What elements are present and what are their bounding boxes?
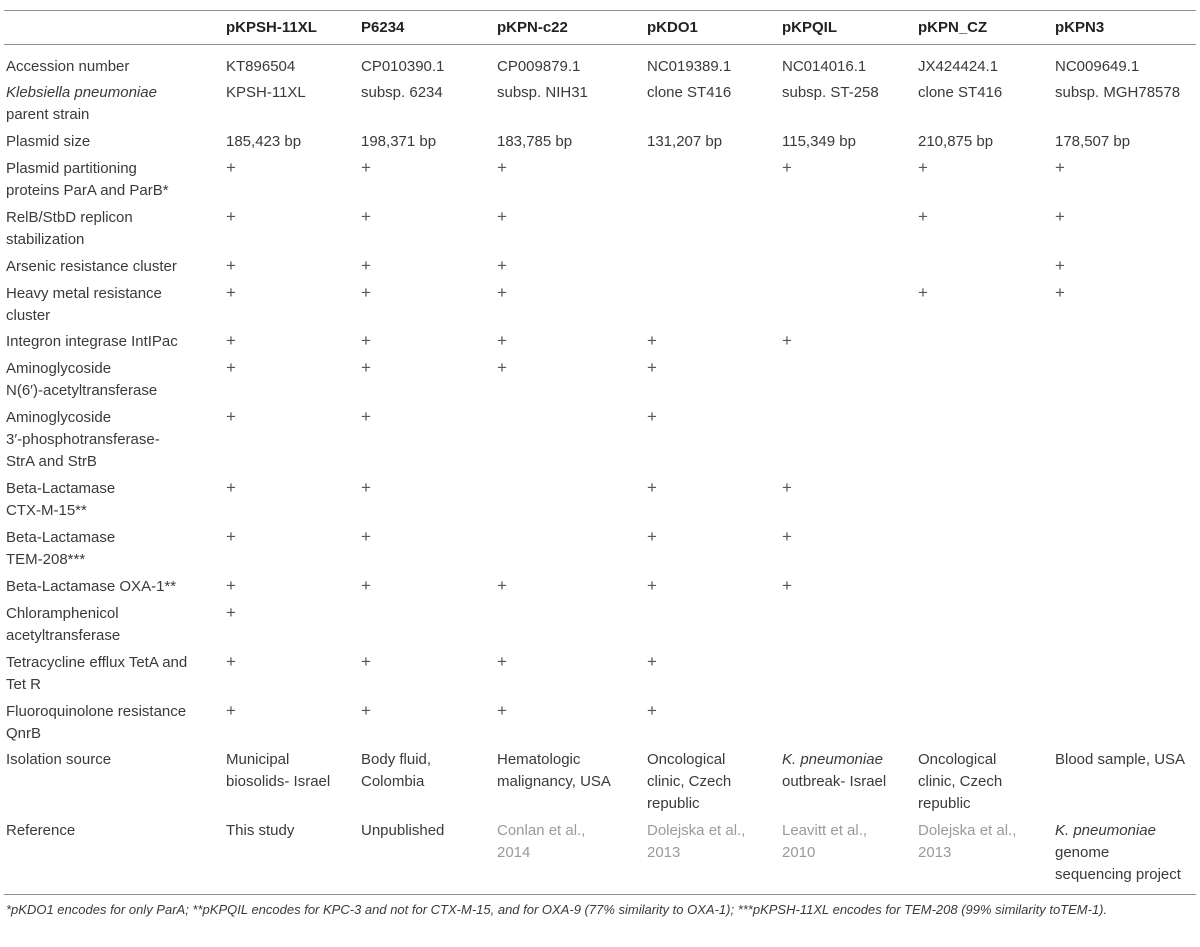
row-label: Reference bbox=[6, 822, 76, 839]
plus-mark: + bbox=[782, 478, 792, 497]
row-label: Accession number bbox=[6, 58, 130, 75]
plus-mark: + bbox=[782, 331, 792, 350]
plus-mark: + bbox=[497, 576, 507, 595]
plus-mark: + bbox=[226, 527, 236, 546]
plus-mark: + bbox=[1055, 207, 1065, 226]
column-header-pkpn-c22: pKPN-c22 bbox=[497, 19, 568, 36]
plus-mark: + bbox=[361, 283, 371, 302]
table-cell bbox=[782, 749, 886, 793]
plus-mark: + bbox=[1055, 158, 1065, 177]
plus-mark: + bbox=[226, 207, 236, 226]
plus-mark: + bbox=[226, 701, 236, 720]
table-bottom-rule bbox=[4, 894, 1196, 895]
table-cell: Hematologic malignancy, USA bbox=[497, 751, 611, 790]
plus-mark: + bbox=[361, 478, 371, 497]
row-label: Tetracycline efflux TetA and Tet R bbox=[6, 654, 188, 693]
plus-mark: + bbox=[226, 407, 236, 426]
reference-link[interactable]: Dolejska et al., 2013 bbox=[647, 822, 746, 861]
table-cell: KPSH-11XL bbox=[226, 84, 306, 101]
table-cell: Body fluid, Colombia bbox=[361, 751, 432, 790]
plus-mark: + bbox=[647, 576, 657, 595]
plus-mark: + bbox=[647, 701, 657, 720]
table-cell: 115,349 bp bbox=[782, 133, 856, 150]
row-label: Fluoroquinolone resistance QnrB bbox=[6, 703, 187, 742]
table-cell bbox=[1055, 820, 1181, 886]
table-footnote: *pKDO1 encodes for only ParA; **pKPQIL encodes for KPC-3 and not for CTX-M-15, and for OXA-9 (77% similarity to OXA-1); ***pKPSH-11XL encodes for TEM-208 (99% similarity toTEM-1). bbox=[6, 902, 1108, 917]
row-label: Beta-Lactamase CTX-M-15** bbox=[6, 480, 116, 519]
plus-mark: + bbox=[361, 652, 371, 671]
plus-mark: + bbox=[226, 256, 236, 275]
plus-mark: + bbox=[361, 576, 371, 595]
row-label: Chloramphenicol acetyltransferase bbox=[6, 605, 121, 644]
table-cell: NC014016.1 bbox=[782, 58, 867, 75]
plus-mark: + bbox=[918, 207, 928, 226]
plus-mark: + bbox=[361, 331, 371, 350]
plus-mark: + bbox=[361, 358, 371, 377]
table-cell: subsp. ST-258 bbox=[782, 84, 879, 101]
table-cell: Blood sample, USA bbox=[1055, 751, 1186, 768]
plus-mark: + bbox=[361, 527, 371, 546]
plus-mark: + bbox=[647, 652, 657, 671]
column-header-pkpsh-11xl: pKPSH-11XL bbox=[226, 19, 317, 36]
row-label: Heavy metal resistance cluster bbox=[6, 285, 162, 324]
plus-mark: + bbox=[361, 158, 371, 177]
species-italic: K. pneumoniae bbox=[1055, 822, 1156, 839]
row-label: Beta-Lactamase OXA-1** bbox=[6, 578, 177, 595]
plus-mark: + bbox=[226, 652, 236, 671]
row-label: Plasmid partitioning proteins ParA and ParB* bbox=[6, 160, 169, 199]
plus-mark: + bbox=[226, 331, 236, 350]
plus-mark: + bbox=[226, 603, 236, 622]
plus-mark: + bbox=[497, 283, 507, 302]
table-cell: 198,371 bp bbox=[361, 133, 437, 150]
table-cell: 131,207 bp bbox=[647, 133, 723, 150]
plus-mark: + bbox=[226, 283, 236, 302]
column-header-pkpn3: pKPN3 bbox=[1055, 19, 1105, 36]
table-cell: clone ST416 bbox=[647, 84, 732, 101]
table-top-rule bbox=[4, 10, 1196, 11]
column-header-pkdo1: pKDO1 bbox=[647, 19, 698, 36]
row-label-italic: Klebsiella pneumoniae bbox=[6, 84, 157, 101]
row-label: Aminoglycoside N(6′)-acetyltransferase bbox=[6, 360, 158, 399]
table-cell: 178,507 bp bbox=[1055, 133, 1131, 150]
table-cell: 185,423 bp bbox=[226, 133, 302, 150]
plus-mark: + bbox=[918, 283, 928, 302]
plus-mark: + bbox=[226, 158, 236, 177]
plus-mark: + bbox=[647, 478, 657, 497]
plus-mark: + bbox=[647, 358, 657, 377]
row-label: RelB/StbD replicon stabilization bbox=[6, 209, 133, 248]
row-label bbox=[6, 82, 211, 126]
table-cell: CP010390.1 bbox=[361, 58, 445, 75]
column-header-pkpqil: pKPQIL bbox=[782, 19, 837, 36]
row-label-text: parent strain bbox=[6, 106, 90, 123]
table-cell: This study bbox=[226, 822, 295, 839]
header-rule bbox=[4, 44, 1196, 45]
reference-link[interactable]: Dolejska et al., 2013 bbox=[918, 822, 1017, 861]
plus-mark: + bbox=[226, 358, 236, 377]
plus-mark: + bbox=[918, 158, 928, 177]
plus-mark: + bbox=[497, 331, 507, 350]
table-cell: subsp. MGH78578 bbox=[1055, 84, 1181, 101]
plus-mark: + bbox=[497, 158, 507, 177]
plus-mark: + bbox=[497, 701, 507, 720]
plus-mark: + bbox=[647, 407, 657, 426]
plus-mark: + bbox=[361, 701, 371, 720]
table-cell: Oncological clinic, Czech republic bbox=[918, 751, 1003, 812]
plus-mark: + bbox=[1055, 283, 1065, 302]
table-cell: Unpublished bbox=[361, 822, 445, 839]
table-cell: KT896504 bbox=[226, 58, 296, 75]
plus-mark: + bbox=[497, 256, 507, 275]
column-header-p6234: P6234 bbox=[361, 19, 405, 36]
row-label: Arsenic resistance cluster bbox=[6, 258, 177, 275]
table-cell: clone ST416 bbox=[918, 84, 1003, 101]
table-cell: Oncological clinic, Czech republic bbox=[647, 751, 732, 812]
row-label: Plasmid size bbox=[6, 133, 91, 150]
plus-mark: + bbox=[647, 331, 657, 350]
row-label: Isolation source bbox=[6, 751, 112, 768]
plus-mark: + bbox=[361, 407, 371, 426]
plus-mark: + bbox=[226, 478, 236, 497]
species-italic: K. pneumoniae bbox=[782, 751, 883, 768]
plus-mark: + bbox=[497, 207, 507, 226]
row-label: Aminoglycoside 3′-phosphotransferase- StrA and StrB bbox=[6, 409, 160, 470]
table-cell: JX424424.1 bbox=[918, 58, 999, 75]
row-label: Integron integrase IntIPac bbox=[6, 333, 178, 350]
reference-link[interactable]: Conlan et al., 2014 bbox=[497, 822, 586, 861]
table-cell: 183,785 bp bbox=[497, 133, 573, 150]
plus-mark: + bbox=[782, 527, 792, 546]
plus-mark: + bbox=[497, 652, 507, 671]
table-cell: NC019389.1 bbox=[647, 58, 732, 75]
plus-mark: + bbox=[361, 256, 371, 275]
table-cell: subsp. 6234 bbox=[361, 84, 443, 101]
reference-link[interactable]: Leavitt et al., 2010 bbox=[782, 822, 868, 861]
table-cell: NC009649.1 bbox=[1055, 58, 1140, 75]
table-cell: CP009879.1 bbox=[497, 58, 581, 75]
table-cell: subsp. NIH31 bbox=[497, 84, 588, 101]
plus-mark: + bbox=[361, 207, 371, 226]
cell-text: genome sequencing project bbox=[1055, 844, 1181, 883]
table-cell: 210,875 bp bbox=[918, 133, 994, 150]
plus-mark: + bbox=[647, 527, 657, 546]
cell-text: outbreak- Israel bbox=[782, 773, 887, 790]
plus-mark: + bbox=[226, 576, 236, 595]
column-header-pkpn-cz: pKPN_CZ bbox=[918, 19, 988, 36]
plus-mark: + bbox=[782, 576, 792, 595]
plus-mark: + bbox=[782, 158, 792, 177]
table-cell: Municipal biosolids- Israel bbox=[226, 751, 331, 790]
row-label: Beta-Lactamase TEM-208*** bbox=[6, 529, 116, 568]
plus-mark: + bbox=[497, 358, 507, 377]
plus-mark: + bbox=[1055, 256, 1065, 275]
